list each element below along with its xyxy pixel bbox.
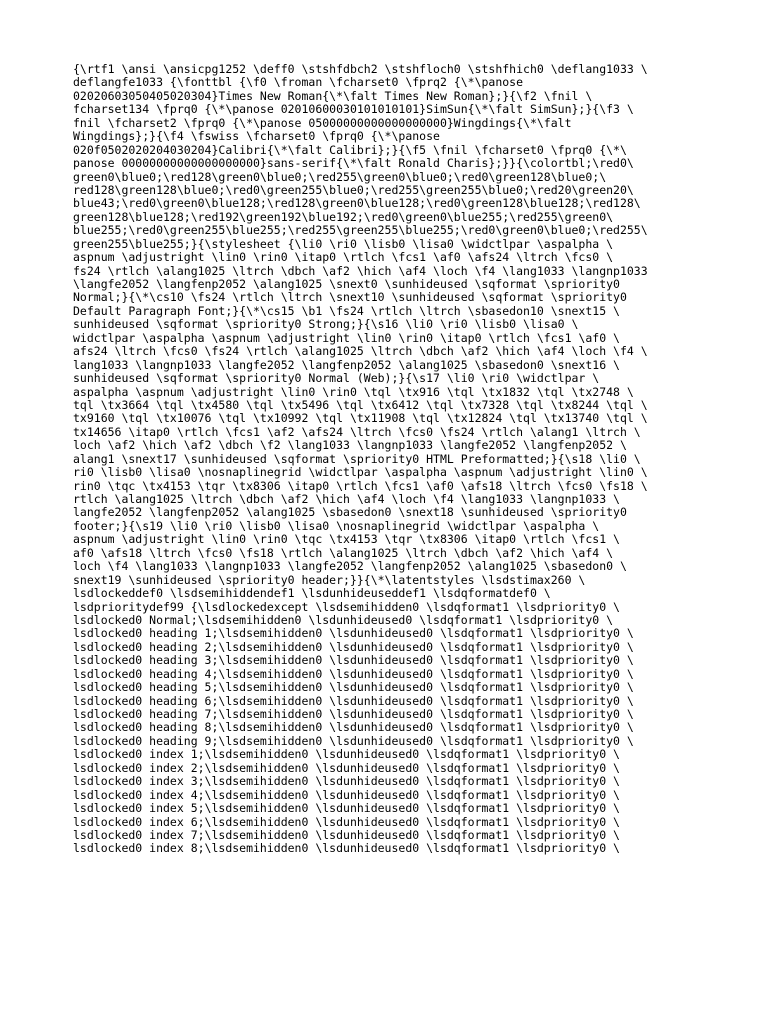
text-line: red128\green128\blue0;\red0\green255\blue0;\red255\green255\blue0;\red20\green20\ [73,183,634,197]
text-line: lsdlocked0 index 4;\lsdsemihidden0 \lsdunhideused0 \lsdqformat1 \lsdpriority0 \ [73,788,620,802]
text-line: lsdlocked0 heading 6;\lsdsemihidden0 \lsdunhideused0 \lsdqformat1 \lsdpriority0 \ [73,694,634,708]
text-line: blue255;\red0\green255\blue255;\red255\green255\blue255;\red0\green0\blue0;\red255\ [73,224,648,238]
text-line: tx9160 \tql \tx10076 \tql \tx10992 \tql \tx11908 \tql \tx12824 \tql \tx13740 \tql \ [73,412,648,426]
text-line: aspalpha \aspnum \adjustright \lin0 \rin0 \tql \tx916 \tql \tx1832 \tql \tx2748 \ [73,385,634,399]
text-line [73,856,713,869]
text-line: fcharset134 \fprq0 {\*\panose 02010600030101010101}SimSun{\*\falt SimSun};}{\f3 \ [73,103,634,117]
text-line: \langfe2052 \langfenp2052 \alang1025 \snext0 \sunhideused \sqformat \spriority0 [73,278,620,291]
text-line: lsdlocked0 index 1;\lsdsemihidden0 \lsdunhideused0 \lsdqformat1 \lsdpriority0 \ [73,748,620,762]
text-line: lang1033 \langnp1033 \langfe2052 \langfenp2052 \alang1025 \sbasedon0 \snext16 \ [73,358,620,372]
text-line: lsdlocked0 heading 5;\lsdsemihidden0 \lsdunhideused0 \lsdqformat1 \lsdpriority0 \ [73,681,634,695]
text-line: lsdlockeddef0 \lsdsemihiddendef1 \lsdunhideuseddef1 \lsdqformatdef0 \ [73,587,551,601]
text-line: deflangfe1033 {\fonttbl {\f0 \froman \fcharset0 \fprq2 {\*\panose [73,76,524,90]
text-line: green255\blue255;}{\stylesheet {\li0 \ri0 \lisb0 \lisa0 \widctlpar \aspalpha \ [73,237,614,251]
text-line: afs24 \ltrch \fcs0 \fs24 \rtlch \alang1025 \ltrch \dbch \af2 \hich \af4 \loch \f4 \ [73,345,648,359]
text-line: lsdprioritydef99 {\lsdlockedexcept \lsdsemihidden0 \lsdqformat1 \lsdpriority0 \ [73,600,620,614]
text-line: lsdlocked0 Normal;\lsdsemihidden0 \lsdunhideused0 \lsdqformat1 \lsdpriority0 \ [73,613,614,627]
rtf-source-text [73,63,713,869]
text-line: snext19 \sunhideused \spriority0 header;}}{\*\latentstyles \lsdstimax260 \ [73,573,586,587]
text-line: sunhideused \sqformat \spriority0 Strong;}{\s16 \li0 \ri0 \lisb0 \lisa0 \ [73,318,579,332]
text-line: aspnum \adjustright \lin0 \rin0 \itap0 \rtlch \fcs1 \af0 \afs24 \ltrch \fcs0 \ [73,251,614,265]
text-line: loch \f4 \lang1033 \langnp1033 \langfe2052 \langfenp2052 \alang1025 \sbasedon0 \ [73,560,627,574]
text-line: tx14656 \itap0 \rtlch \fcs1 \af2 \afs24 \ltrch \fcs0 \fs24 \rtlch \alang1 \ltrch \ [73,425,641,439]
text-line: loch \af2 \hich \af2 \dbch \f2 \lang1033 \langnp1033 \langfe2052 \langfenp2052 \ [73,439,627,453]
text-line: ri0 \lisb0 \lisa0 \nosnaplinegrid \widctlpar \aspalpha \aspnum \adjustright \lin0 \ [73,466,648,480]
text-line: fs24 \rtlch \alang1025 \ltrch \dbch \af2 \hich \af4 \loch \f4 \lang1033 \langnp1033 [73,264,648,278]
text-line: lsdlocked0 heading 3;\lsdsemihidden0 \lsdunhideused0 \lsdqformat1 \lsdpriority0 \ [73,654,634,668]
text-line: lsdlocked0 heading 9;\lsdsemihidden0 \lsdunhideused0 \lsdqformat1 \lsdpriority0 \ [73,734,634,748]
text-line: lsdlocked0 index 6;\lsdsemihidden0 \lsdunhideused0 \lsdqformat1 \lsdpriority0 \ [73,815,620,829]
text-line: lsdlocked0 index 5;\lsdsemihidden0 \lsdunhideused0 \lsdqformat1 \lsdpriority0 \ [73,802,620,816]
text-line: footer;}{\s19 \li0 \ri0 \lisb0 \lisa0 \nosnaplinegrid \widctlpar \aspalpha \ [73,519,600,533]
text-line: lsdlocked0 index 8;\lsdsemihidden0 \lsdunhideused0 \lsdqformat1 \lsdpriority0 \ [73,842,620,856]
text-line: lsdlocked0 heading 8;\lsdsemihidden0 \lsdunhideused0 \lsdqformat1 \lsdpriority0 \ [73,721,634,735]
text-line: Wingdings};}{\f4 \fswiss \fcharset0 \fprq0 {\*\panose [73,130,440,144]
text-line: sunhideused \sqformat \spriority0 Normal (Web);}{\s17 \li0 \ri0 \widctlpar \ [73,372,600,386]
text-line: lsdlocked0 index 2;\lsdsemihidden0 \lsdunhideused0 \lsdqformat1 \lsdpriority0 \ [73,761,620,775]
text-line: lsdlocked0 heading 7;\lsdsemihidden0 \lsdunhideused0 \lsdqformat1 \lsdpriority0 \ [73,708,634,721]
text-line: panose 00000000000000000000}sans-serif{\*\falt Ronald Charis};}}{\colortbl;\red0\ [73,157,634,171]
text-line: rtlch \alang1025 \ltrch \dbch \af2 \hich \af4 \loch \f4 \lang1033 \langnp1033 \ [73,493,620,506]
text-line: aspnum \adjustright \lin0 \rin0 \tqc \tx4153 \tqr \tx8306 \itap0 \rtlch \fcs1 \ [73,533,620,547]
text-line: green0\blue0;\red128\green0\blue0;\red255\green0\blue0;\red0\green128\blue0;\ [73,170,607,184]
text-line: tql \tx3664 \tql \tx4580 \tql \tx5496 \tql \tx6412 \tql \tx7328 \tql \tx8244 \tql \ [73,398,648,412]
text-line: green128\blue128;\red192\green192\blue192;\red0\green0\blue255;\red255\green0\ [73,210,614,224]
text-line: lsdlocked0 heading 1;\lsdsemihidden0 \lsdunhideused0 \lsdqformat1 \lsdpriority0 \ [73,627,634,641]
text-line: widctlpar \aspalpha \aspnum \adjustright \lin0 \rin0 \itap0 \rtlch \fcs1 \af0 \ [73,331,620,345]
text-line: Default Paragraph Font;}{\*\cs15 \b1 \fs24 \rtlch \ltrch \sbasedon10 \snext15 \ [73,304,620,318]
text-line: alang1 \snext17 \sunhideused \sqformat \spriority0 HTML Preformatted;}{\s18 \li0 \ [73,452,641,466]
text-line: lsdlocked0 index 3;\lsdsemihidden0 \lsdunhideused0 \lsdqformat1 \lsdpriority0 \ [73,775,620,789]
text-line: af0 \afs18 \ltrch \fcs0 \fs18 \rtlch \alang1025 \ltrch \dbch \af2 \hich \af4 \ [73,546,614,560]
text-line: {\rtf1 \ansi \ansicpg1252 \deff0 \stshfdbch2 \stshfloch0 \stshfhich0 \deflang1033 \ [73,63,648,76]
text-line: langfe2052 \langfenp2052 \alang1025 \sbasedon0 \snext18 \sunhideused \spriority0 [73,506,627,520]
text-line: blue43;\red0\green0\blue128;\red128\green0\blue128;\red0\green128\blue128;\red128\ [73,197,641,211]
text-line: 02020603050405020304}Times New Roman{\*\falt Times New Roman};}{\f2 \fnil \ [73,89,593,103]
text-line: lsdlocked0 heading 2;\lsdsemihidden0 \lsdunhideused0 \lsdqformat1 \lsdpriority0 \ [73,640,634,654]
text-line: lsdlocked0 heading 4;\lsdsemihidden0 \lsdunhideused0 \lsdqformat1 \lsdpriority0 \ [73,667,634,681]
text-line: Normal;}{\*\cs10 \fs24 \rtlch \ltrch \snext10 \sunhideused \sqformat \spriority0 [73,291,627,305]
text-line: fnil \fcharset2 \fprq0 {\*\panose 05000000000000000000}Wingdings{\*\falt [73,116,572,130]
text-line: 020f0502020204030204}Calibri{\*\falt Calibri};}{\f5 \fnil \fcharset0 \fprq0 {\*\ [73,143,627,157]
text-line: lsdlocked0 index 7;\lsdsemihidden0 \lsdunhideused0 \lsdqformat1 \lsdpriority0 \ [73,828,620,842]
text-line: rin0 \tqc \tx4153 \tqr \tx8306 \itap0 \rtlch \fcs1 \af0 \afs18 \ltrch \fcs0 \fs18 \ [73,479,648,493]
